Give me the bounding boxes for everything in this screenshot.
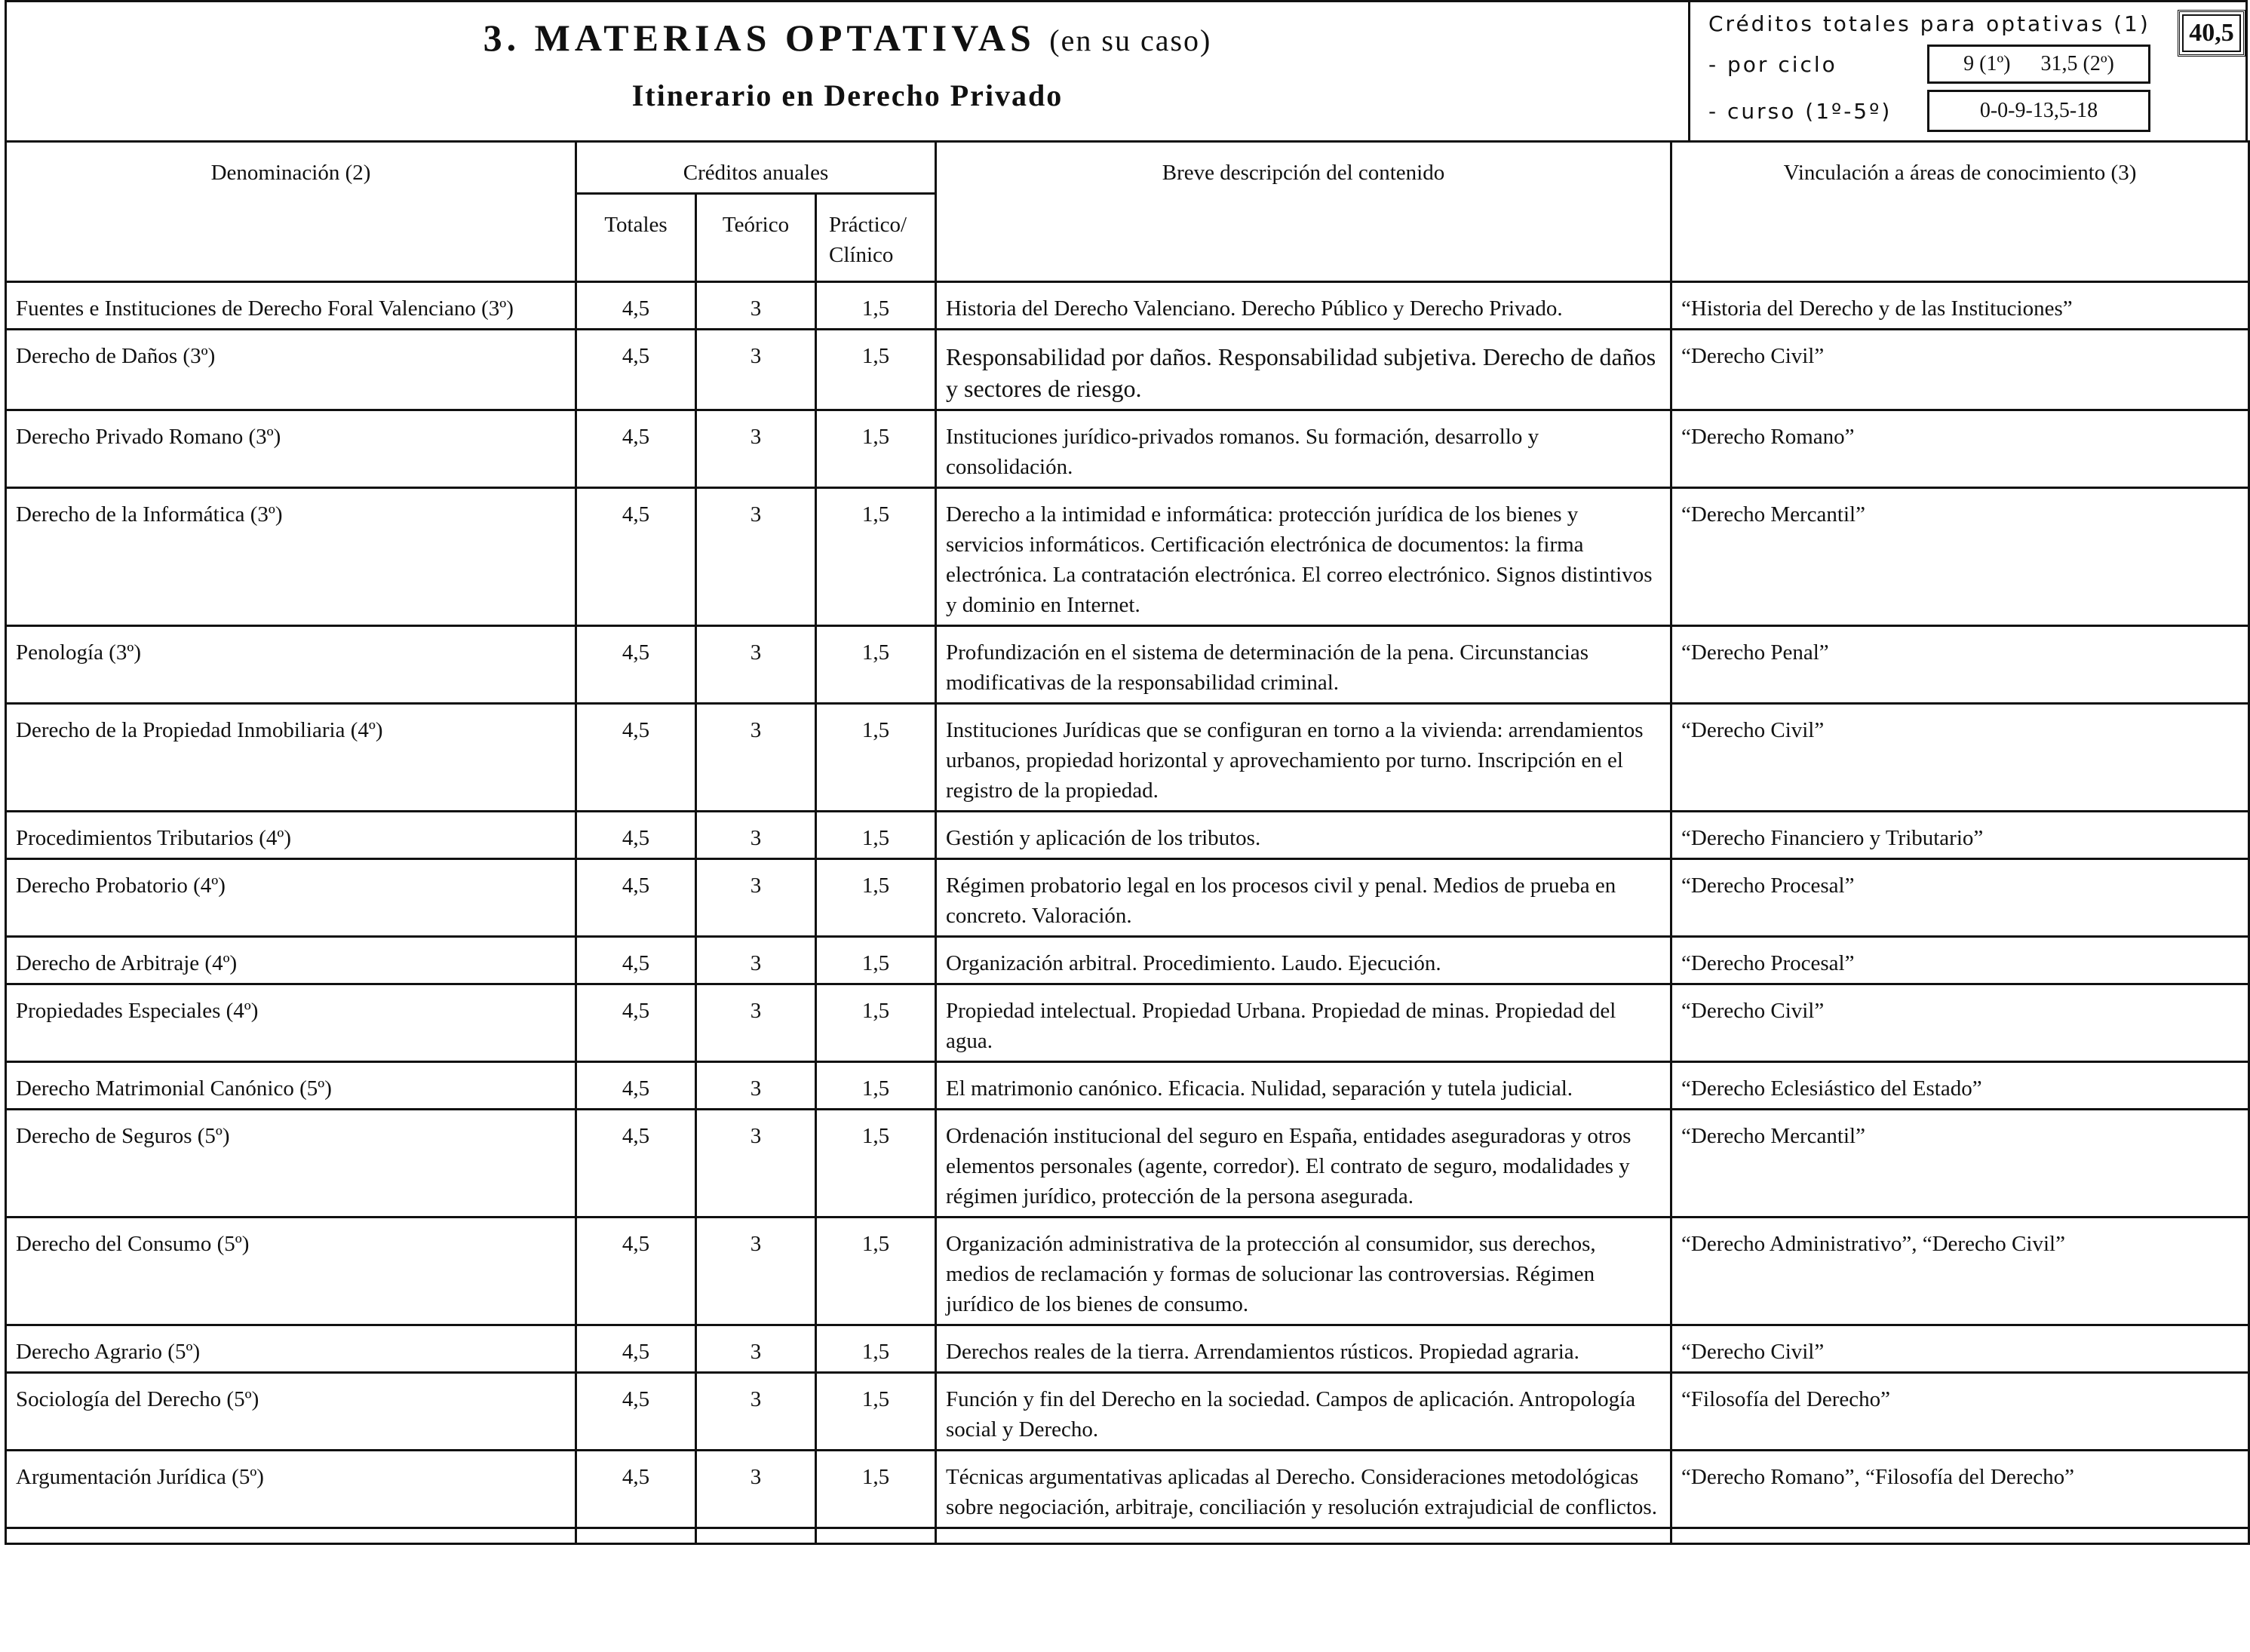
credits-totales: 4,5 xyxy=(576,859,696,937)
credits-teorico: 3 xyxy=(696,488,816,626)
table-row xyxy=(6,937,2249,984)
credits-practico: 1,5 xyxy=(816,282,936,330)
knowledge-area: “Derecho Mercantil” xyxy=(1671,488,2249,626)
subject-name: Derecho Probatorio (4º) xyxy=(6,859,576,937)
knowledge-area: “Derecho Civil” xyxy=(1671,1325,2249,1373)
subject-name: Derecho de Seguros (5º) xyxy=(6,1110,576,1218)
subject-description: Régimen probatorio legal en los procesos civil y penal. Medios de prueba en concreto. Valoración. xyxy=(936,859,1671,937)
table-row xyxy=(6,1373,2249,1451)
table-row xyxy=(6,1218,2249,1325)
knowledge-area: “Filosofía del Derecho” xyxy=(1671,1373,2249,1451)
subject-description: Propiedad intelectual. Propiedad Urbana. Propiedad de minas. Propiedad del agua. xyxy=(936,984,1671,1062)
col-header-practico: Práctico/ Clínico xyxy=(816,194,936,282)
knowledge-area: “Derecho Eclesiástico del Estado” xyxy=(1671,1062,2249,1110)
subject-description: Profundización en el sistema de determinación de la pena. Circunstancias modificativas de la responsabilidad criminal. xyxy=(936,626,1671,704)
credits-teorico: 3 xyxy=(696,282,816,330)
credits-teorico: 3 xyxy=(696,626,816,704)
subject-name: Derecho de Arbitraje (4º) xyxy=(6,937,576,984)
subject-name: Derecho de la Propiedad Inmobiliaria (4º) xyxy=(6,704,576,812)
page-subtitle: Itinerario en Derecho Privado xyxy=(631,78,1064,112)
title-suffix: (en su caso) xyxy=(1049,23,1212,57)
credits-teorico: 3 xyxy=(696,1218,816,1325)
table-row xyxy=(6,1451,2249,1528)
subject-name: Derecho de Daños (3º) xyxy=(6,330,576,410)
per-year-value: 0-0-9-13,5-18 xyxy=(1979,99,2098,122)
page-title xyxy=(7,16,1688,60)
per-cycle-box xyxy=(1927,45,2150,84)
cycle-2-value: 31,5 (2º) xyxy=(2040,52,2114,75)
table-row xyxy=(6,282,2249,330)
knowledge-area: “Derecho Procesal” xyxy=(1671,937,2249,984)
credits-practico: 1,5 xyxy=(816,1062,936,1110)
col-header-teorico: Teórico xyxy=(696,194,816,282)
table-row xyxy=(6,984,2249,1062)
table-body xyxy=(6,282,2249,1544)
knowledge-area: “Derecho Civil” xyxy=(1671,984,2249,1062)
col-header-totales: Totales xyxy=(576,194,696,282)
credits-practico: 1,5 xyxy=(816,984,936,1062)
subject-name: Propiedades Especiales (4º) xyxy=(6,984,576,1062)
col-header-name: Denominación (2) xyxy=(6,142,576,282)
credits-practico: 1,5 xyxy=(816,1451,936,1528)
subject-description: Gestión y aplicación de los tributos. xyxy=(936,812,1671,859)
col-header-description: Breve descripción del contenido xyxy=(936,142,1671,282)
knowledge-area: “Derecho Romano” xyxy=(1671,410,2249,488)
empty-cell xyxy=(6,1528,576,1544)
knowledge-area: “Derecho Financiero y Tributario” xyxy=(1671,812,2249,859)
col-header-credits: Créditos anuales xyxy=(576,142,936,194)
credits-practico: 1,5 xyxy=(816,626,936,704)
knowledge-area: “Derecho Administrativo”, “Derecho Civil” xyxy=(1671,1218,2249,1325)
subject-description: Organización arbitral. Procedimiento. Laudo. Ejecución. xyxy=(936,937,1671,984)
table-row-cutoff xyxy=(6,1528,2249,1544)
subject-description: Historia del Derecho Valenciano. Derecho Público y Derecho Privado. xyxy=(936,282,1671,330)
credits-practico: 1,5 xyxy=(816,859,936,937)
table-row xyxy=(6,488,2249,626)
credits-teorico: 3 xyxy=(696,410,816,488)
credits-practico: 1,5 xyxy=(816,1110,936,1218)
subject-description: Derechos reales de la tierra. Arrendamientos rústicos. Propiedad agraria. xyxy=(936,1325,1671,1373)
document-page xyxy=(5,0,2248,1652)
knowledge-area: “Derecho Romano”, “Filosofía del Derecho” xyxy=(1671,1451,2249,1528)
credits-teorico: 3 xyxy=(696,1451,816,1528)
credits-totales: 4,5 xyxy=(576,1325,696,1373)
subject-name: Argumentación Jurídica (5º) xyxy=(6,1451,576,1528)
credits-practico: 1,5 xyxy=(816,488,936,626)
empty-cell xyxy=(936,1528,1671,1544)
credits-teorico: 3 xyxy=(696,1325,816,1373)
subjects-table xyxy=(5,140,2250,1545)
credits-practico: 1,5 xyxy=(816,1325,936,1373)
credits-totales: 4,5 xyxy=(576,1110,696,1218)
table-row xyxy=(6,1325,2249,1373)
subject-name: Penología (3º) xyxy=(6,626,576,704)
credits-totales: 4,5 xyxy=(576,1451,696,1528)
credits-teorico: 3 xyxy=(696,704,816,812)
credits-practico: 1,5 xyxy=(816,937,936,984)
credits-totales: 4,5 xyxy=(576,1373,696,1451)
subject-description: Ordenación institucional del seguro en España, entidades aseguradoras y otros elementos personales (agente, corredor). El contrato de seguro, modalidades y régimen jurídico, protección de la persona asegurada. xyxy=(936,1110,1671,1218)
knowledge-area: “Derecho Civil” xyxy=(1671,704,2249,812)
subject-name: Sociología del Derecho (5º) xyxy=(6,1373,576,1451)
per-year-box xyxy=(1927,90,2150,132)
subject-name: Derecho del Consumo (5º) xyxy=(6,1218,576,1325)
subject-name: Derecho Agrario (5º) xyxy=(6,1325,576,1373)
credits-teorico: 3 xyxy=(696,1062,816,1110)
credits-totales: 4,5 xyxy=(576,626,696,704)
subject-name: Procedimientos Tributarios (4º) xyxy=(6,812,576,859)
table-row xyxy=(6,410,2249,488)
header-title-area xyxy=(7,2,1688,143)
credits-totales: 4,5 xyxy=(576,984,696,1062)
credits-practico: 1,5 xyxy=(816,812,936,859)
knowledge-area: “Derecho Penal” xyxy=(1671,626,2249,704)
empty-cell xyxy=(576,1528,696,1544)
credits-teorico: 3 xyxy=(696,859,816,937)
credits-totales: 4,5 xyxy=(576,1062,696,1110)
knowledge-area: “Derecho Procesal” xyxy=(1671,859,2249,937)
credits-teorico: 3 xyxy=(696,1373,816,1451)
subject-description: Instituciones Jurídicas que se configuran en torno a la vivienda: arrendamientos urbanos, propiedad horizontal y aprovechamiento por turno. Inscripción en el registro de la propiedad. xyxy=(936,704,1671,812)
knowledge-area: “Derecho Civil” xyxy=(1671,330,2249,410)
table-header xyxy=(6,142,2249,282)
table-row xyxy=(6,812,2249,859)
credits-totales: 4,5 xyxy=(576,1218,696,1325)
credits-teorico: 3 xyxy=(696,984,816,1062)
knowledge-area: “Derecho Mercantil” xyxy=(1671,1110,2249,1218)
credits-totales: 4,5 xyxy=(576,937,696,984)
subject-description: Función y fin del Derecho en la sociedad. Campos de aplicación. Antropología social y Derecho. xyxy=(936,1373,1671,1451)
credits-practico: 1,5 xyxy=(816,704,936,812)
table-row xyxy=(6,330,2249,410)
empty-cell xyxy=(816,1528,936,1544)
credits-teorico: 3 xyxy=(696,937,816,984)
credits-total-label: Créditos totales para optativas (1) xyxy=(1708,11,2150,36)
title-text: 3. MATERIAS OPTATIVAS xyxy=(483,17,1036,59)
header-block xyxy=(5,0,2248,140)
subject-description: El matrimonio canónico. Eficacia. Nulidad, separación y tutela judicial. xyxy=(936,1062,1671,1110)
empty-cell xyxy=(1671,1528,2249,1544)
credits-total-value: 40,5 xyxy=(2178,10,2245,57)
credits-totales: 4,5 xyxy=(576,488,696,626)
per-year-label: - curso (1º-5º) xyxy=(1708,99,1892,124)
subject-description: Derecho a la intimidad e informática: protección jurídica de los bienes y servicios informáticos. Certificación electrónica de documentos: la firma electrónica. La contratación electrónica. El correo electrónico. Signos distintivos y dominio en Internet. xyxy=(936,488,1671,626)
credits-teorico: 3 xyxy=(696,1110,816,1218)
credits-totales: 4,5 xyxy=(576,282,696,330)
subject-name: Derecho Privado Romano (3º) xyxy=(6,410,576,488)
subject-name: Derecho de la Informática (3º) xyxy=(6,488,576,626)
credits-totales: 4,5 xyxy=(576,410,696,488)
subject-description: Técnicas argumentativas aplicadas al Derecho. Consideraciones metodológicas sobre negociación, arbitraje, conciliación y resolución extrajudicial de conflictos. xyxy=(936,1451,1671,1528)
subject-description: Responsabilidad por daños. Responsabilidad subjetiva. Derecho de daños y sectores de riesgo. xyxy=(936,330,1671,410)
per-cycle-label: - por ciclo xyxy=(1708,52,1837,77)
cycle-1-value: 9 (1º) xyxy=(1963,52,2011,75)
knowledge-area: “Historia del Derecho y de las Instituciones” xyxy=(1671,282,2249,330)
table-row xyxy=(6,1110,2249,1218)
credits-practico: 1,5 xyxy=(816,410,936,488)
table-row xyxy=(6,704,2249,812)
table-row xyxy=(6,1062,2249,1110)
credits-teorico: 3 xyxy=(696,812,816,859)
table-row xyxy=(6,626,2249,704)
credits-practico: 1,5 xyxy=(816,1373,936,1451)
table-row xyxy=(6,859,2249,937)
credits-practico: 1,5 xyxy=(816,1218,936,1325)
empty-cell xyxy=(696,1528,816,1544)
credits-totales: 4,5 xyxy=(576,812,696,859)
col-header-areas: Vinculación a áreas de conocimiento (3) xyxy=(1671,142,2249,282)
subject-name: Fuentes e Instituciones de Derecho Foral Valenciano (3º) xyxy=(6,282,576,330)
credits-teorico: 3 xyxy=(696,330,816,410)
subject-description: Instituciones jurídico-privados romanos. Su formación, desarrollo y consolidación. xyxy=(936,410,1671,488)
credits-practico: 1,5 xyxy=(816,330,936,410)
credits-summary xyxy=(1688,2,2250,143)
subject-name: Derecho Matrimonial Canónico (5º) xyxy=(6,1062,576,1110)
subject-description: Organización administrativa de la protección al consumidor, sus derechos, medios de reclamación y formas de solucionar las controversias. Régimen jurídico de los bienes de consumo. xyxy=(936,1218,1671,1325)
credits-totales: 4,5 xyxy=(576,330,696,410)
credits-totales: 4,5 xyxy=(576,704,696,812)
